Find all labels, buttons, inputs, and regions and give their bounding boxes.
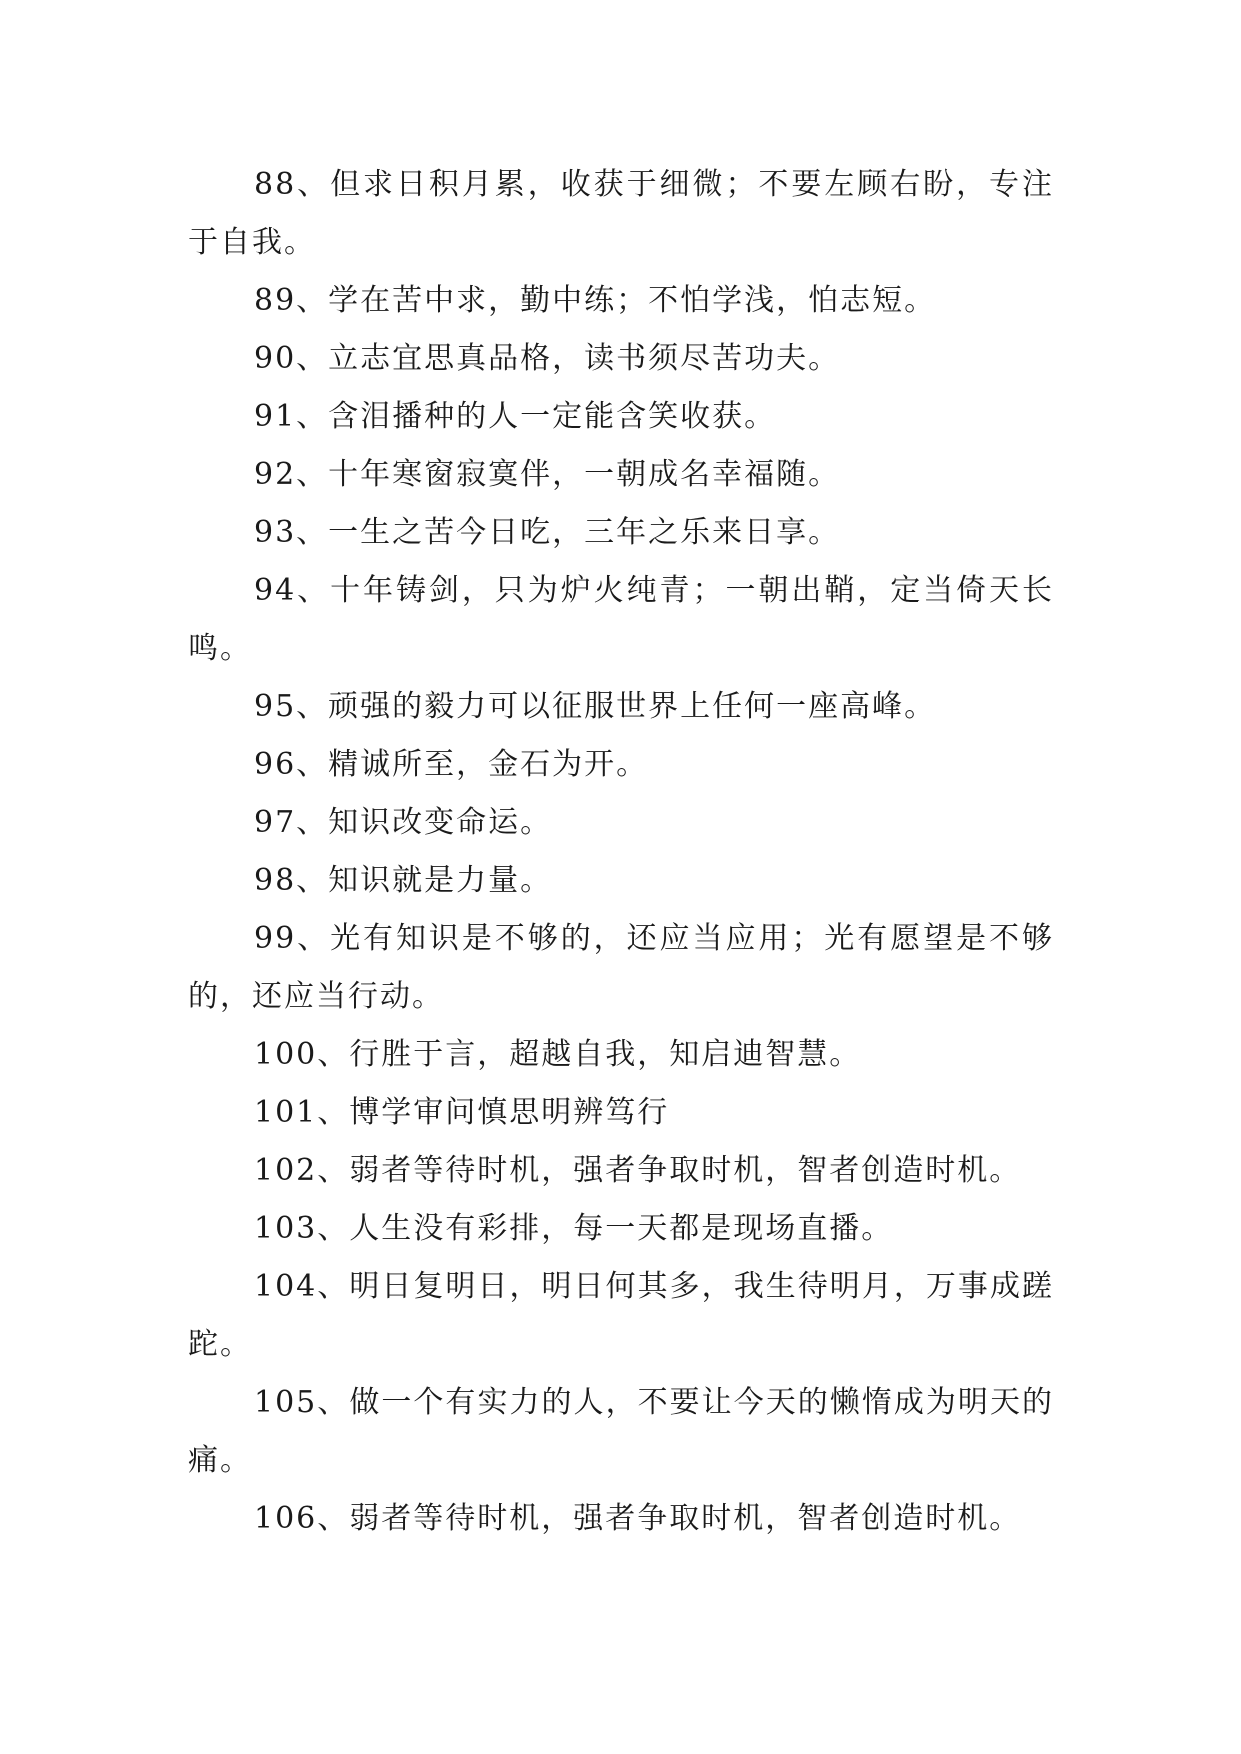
quote-paragraph-102: 102、弱者等待时机，强者争取时机，智者创造时机。 [254,1153,1022,1188]
quote-paragraph-99: 99、光有知识是不够的，还应当应用；光有愿望是不够的，还应当行动。 [188,921,1054,1014]
quote-paragraph-103: 103、人生没有彩排，每一天都是现场直播。 [254,1211,894,1246]
quote-paragraph-91: 91、含泪播种的人一定能含笑收获。 [254,399,777,434]
document-body [188,156,1054,1548]
quote-paragraph-100: 100、行胜于言，超越自我，知启迪智慧。 [254,1037,862,1072]
quote-paragraph-89: 89、学在苦中求，勤中练；不怕学浅，怕志短。 [254,283,937,318]
quote-paragraph-88: 88、但求日积月累，收获于细微；不要左顾右盼，专注于自我。 [188,167,1054,260]
quote-paragraph-97: 97、知识改变命运。 [254,805,553,840]
quote-paragraph-95: 95、顽强的毅力可以征服世界上任何一座高峰。 [254,689,937,724]
quote-paragraph-96: 96、精诚所至，金石为开。 [254,747,649,782]
quote-paragraph-90: 90、立志宜思真品格，读书须尽苦功夫。 [254,341,841,376]
quote-paragraph-104: 104、明日复明日，明日何其多，我生待明月，万事成蹉跎。 [188,1269,1054,1362]
quote-paragraph-98: 98、知识就是力量。 [254,863,553,898]
quote-paragraph-105: 105、做一个有实力的人，不要让今天的懒惰成为明天的痛。 [188,1385,1054,1478]
quote-paragraph-106: 106、弱者等待时机，强者争取时机，智者创造时机。 [254,1501,1022,1536]
quote-paragraph-94: 94、十年铸剑，只为炉火纯青；一朝出鞘，定当倚天长鸣。 [188,573,1054,666]
quote-paragraph-101: 101、博学审问慎思明辨笃行 [254,1095,670,1130]
quote-paragraph-92: 92、十年寒窗寂寞伴，一朝成名幸福随。 [254,457,841,492]
quote-paragraph-93: 93、一生之苦今日吃，三年之乐来日享。 [254,515,841,550]
